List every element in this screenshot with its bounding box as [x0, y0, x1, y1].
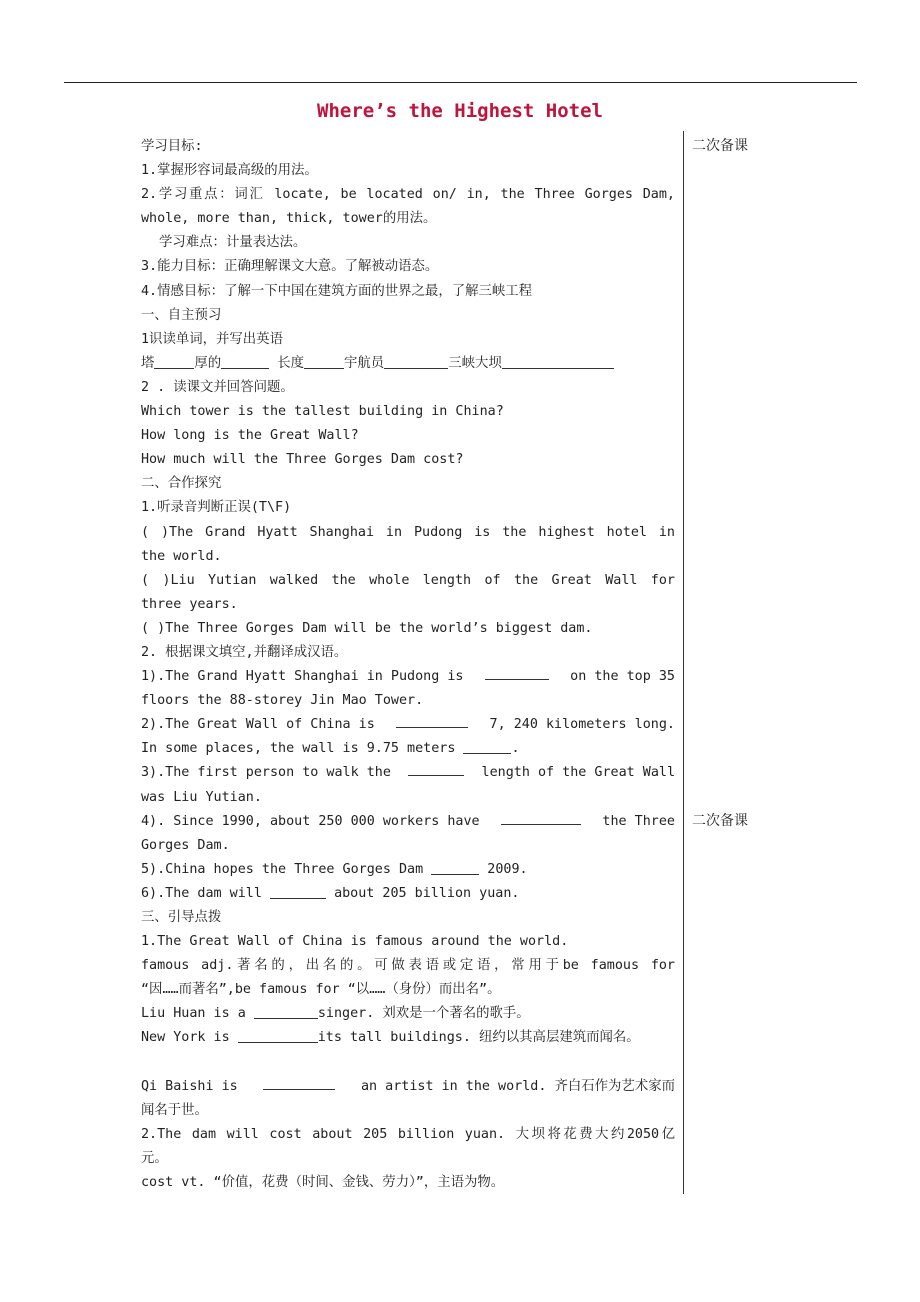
fill-3-text: 3).The first person to walk the	[141, 765, 391, 781]
vocab-thick: 厚的	[194, 355, 222, 371]
example-qi-baishi-cont: 闻名于世。	[141, 1102, 208, 1118]
fill-5-blank[interactable]	[431, 860, 479, 875]
header-rule	[64, 82, 857, 83]
fill-3	[141, 761, 675, 785]
reading-instruction: 2 . 读课文并回答问题。	[141, 379, 294, 395]
vocab-blank-1[interactable]	[154, 354, 194, 369]
section-1-heading: 一、自主预习	[141, 307, 222, 323]
fill-3-blank[interactable]	[408, 761, 464, 776]
example-qi-baishi	[141, 1075, 675, 1099]
fill-title: 2. 根据课文填空,并翻译成汉语。	[141, 644, 348, 660]
tf-item-3: ( )The Three Gorges Dam will be the world’s biggest dam.	[141, 620, 593, 636]
example-liu-huan-end: singer. 刘欢是一个著名的歌手。	[317, 1006, 530, 1022]
question-3: How much will the Three Gorges Dam cost?	[141, 452, 464, 468]
example-new-york-blank[interactable]	[238, 1028, 318, 1043]
vocab-blank-4[interactable]	[384, 354, 448, 369]
vocab-blank-3[interactable]	[304, 354, 344, 369]
side-note-1: 二次备课	[692, 138, 748, 154]
vocab-row	[141, 352, 675, 376]
tf-item-1-cont: the world.	[141, 548, 222, 564]
vocab-blank-2[interactable]	[221, 354, 269, 369]
fill-6	[141, 882, 675, 906]
point-2-cont: 元。	[141, 1150, 168, 1166]
question-1: Which tower is the tallest building in China?	[141, 404, 504, 420]
example-liu-huan-blank[interactable]	[254, 1004, 318, 1019]
worksheet-body	[141, 135, 675, 1195]
fill-2-blank[interactable]	[396, 713, 468, 728]
point-famous: famous adj.著名的，出名的。可做表语或定语，常用于be famous for	[141, 958, 675, 974]
vocab-blank-5[interactable]	[502, 354, 614, 369]
fill-4-cont: Gorges Dam.	[141, 837, 230, 853]
goals-heading: 学习目标:	[141, 139, 203, 154]
tf-item-1: ( )The Grand Hyatt Shanghai in Pudong is the highest hotel in	[141, 524, 675, 540]
point-2: 2.The dam will cost about 205 billion yuan. 大坝将花费大约2050亿	[141, 1126, 675, 1142]
example-qi-baishi-end: an artist in the world. 齐白石作为艺术家而	[361, 1078, 675, 1094]
fill-2-text-end: 7, 240 kilometers long.	[489, 717, 675, 733]
margin-divider	[683, 131, 684, 1194]
fill-1-cont: floors the 88-storey Jin Mao Tower.	[141, 693, 424, 709]
page-title: Where’s the Highest Hotel	[317, 100, 603, 122]
fill-6-text-end: about 205 billion yuan.	[334, 885, 520, 901]
fill-1-text-end: on the top 35	[570, 669, 675, 685]
vocab-astronaut: 宇航员	[344, 355, 385, 371]
goal-1: 1.掌握形容词最高级的用法。	[141, 163, 318, 179]
section-2-heading: 二、合作探究	[141, 476, 222, 492]
point-famous-cont: “因……而著名”,be famous for “以……（身份）而出名”。	[141, 982, 501, 998]
fill-6-blank[interactable]	[270, 884, 326, 899]
fill-1-blank[interactable]	[485, 665, 549, 680]
fill-2b-blank[interactable]	[463, 739, 511, 754]
fill-2-text: 2).The Great Wall of China is	[141, 717, 375, 733]
section-3-heading: 三、引导点拨	[141, 910, 222, 925]
example-qi-baishi-blank[interactable]	[263, 1075, 335, 1090]
vocab-length: 长度	[277, 355, 305, 371]
point-1: 1.The Great Wall of China is famous around the world.	[141, 934, 569, 950]
vocab-dam: 三峡大坝	[448, 355, 502, 371]
fill-2-cont	[141, 737, 675, 761]
side-note-2: 二次备课	[692, 813, 748, 829]
fill-4-text: 4). Since 1990, about 250 000 workers have	[141, 813, 480, 829]
fill-5	[141, 858, 675, 882]
question-2: How long is the Great Wall?	[141, 428, 359, 444]
fill-1-text: 1).The Grand Hyatt Shanghai in Pudong is	[141, 669, 464, 685]
goal-2: 2.学习重点：词汇 locate, be located on/ in, the Three Gorges Dam,	[141, 187, 675, 203]
goal-2-cont: whole, more than, thick, tower的用法。	[141, 211, 437, 227]
example-new-york-end: its tall buildings. 纽约以其高层建筑而闻名。	[317, 1030, 640, 1046]
tf-title: 1.听录音判断正误(T\F)	[141, 500, 292, 516]
tf-item-2: ( )Liu Yutian walked the whole length of the Great Wall for	[141, 572, 675, 588]
fill-5-text-end: 2009.	[487, 861, 528, 877]
fill-5-text: 5).China hopes the Three Gorges Dam	[141, 861, 424, 877]
example-new-york-text: New York is	[141, 1030, 230, 1046]
fill-4-blank[interactable]	[501, 810, 581, 825]
point-cost: cost vt. “价值，花费（时间、金钱、劳力）”，主语为物。	[141, 1175, 505, 1191]
example-liu-huan-text: Liu Huan is a	[141, 1006, 246, 1022]
fill-2b-end: .	[511, 741, 520, 757]
fill-4	[141, 810, 675, 834]
vocab-tower: 塔	[141, 355, 155, 371]
fill-1	[141, 665, 675, 689]
fill-4-text-end: the Three	[602, 813, 675, 829]
example-new-york	[141, 1026, 675, 1050]
fill-6-text: 6).The dam will	[141, 885, 262, 901]
goal-3: 3.能力目标：正确理解课文大意。了解被动语态。	[141, 259, 439, 275]
example-liu-huan	[141, 1002, 675, 1026]
example-qi-baishi-text: Qi Baishi is	[141, 1078, 238, 1094]
goal-4: 4.情感目标：了解一下中国在建筑方面的世界之最，了解三峡工程	[141, 283, 533, 299]
vocab-instruction: 1识读单词，并写出英语	[141, 331, 283, 347]
goal-2-difficulty: 学习难点：计量表达法。	[159, 235, 307, 251]
fill-3-cont: was Liu Yutian.	[141, 789, 262, 805]
fill-2	[141, 713, 675, 737]
tf-item-2-cont: three years.	[141, 596, 238, 612]
spacer	[141, 1051, 675, 1075]
fill-3-text-end: length of the Great Wall	[481, 765, 675, 781]
fill-2b-text: In some places, the wall is 9.75 meters	[141, 741, 456, 757]
